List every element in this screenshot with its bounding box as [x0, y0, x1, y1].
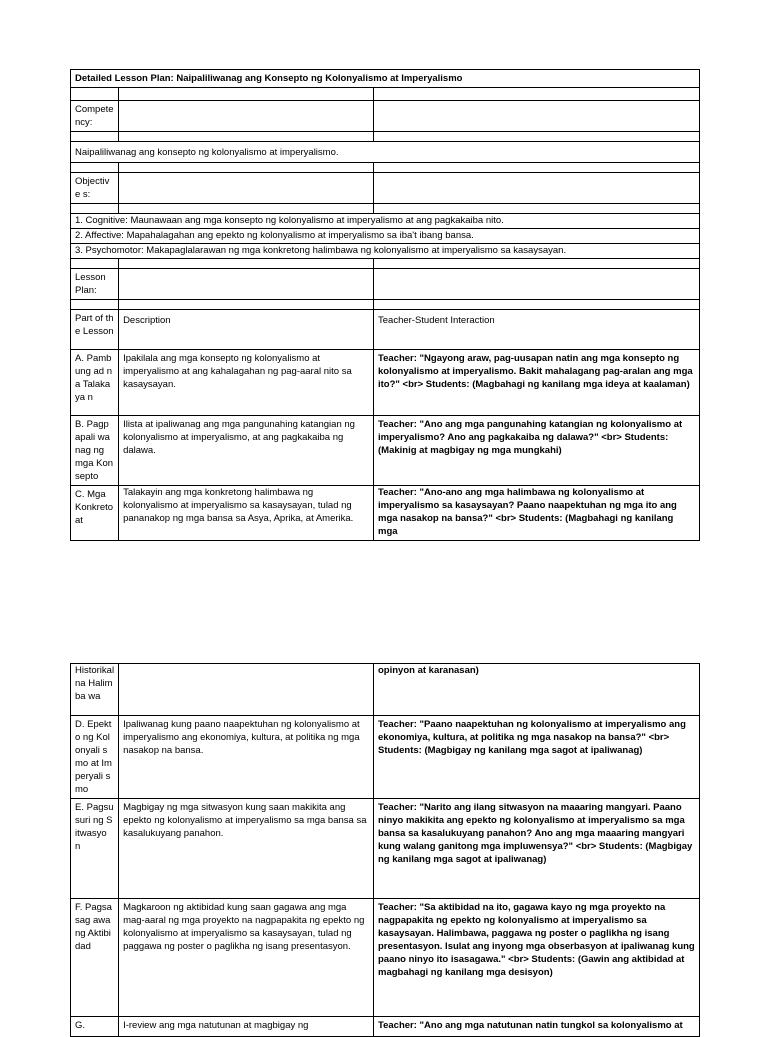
row-part: C. Mga Konkreto at — [71, 486, 119, 541]
table-row — [71, 486, 700, 541]
header-description: Description — [119, 310, 374, 350]
competency-text: Naipaliliwanag ang konsepto ng kolonyalismo at imperyalismo. — [71, 142, 700, 163]
row-part: D. Epekto ng Kolonyali smo at Imperyali smo — [71, 716, 119, 799]
row-interaction: Teacher: "Ano ang mga natutunan natin tungkol sa kolonyalismo at — [374, 1017, 700, 1037]
row-description — [119, 664, 374, 716]
row-interaction: Teacher: "Paano naapektuhan ng kolonyalismo at imperyalismo ang ekonomiya, kultura, at politika ng mga nasakop na bansa?" <br> Students: (Magbigay ng kanilang mga sagot at ipaliwanag) — [374, 716, 700, 799]
objective-psychomotor: 3. Psychomotor: Makapaglalarawan ng mga konkretong halimbawa ng kolonyalismo at imperyalismo sa kasaysayan. — [71, 244, 700, 259]
lesson-plan-label: Lesson Plan: — [71, 269, 119, 300]
row-part: B. Pagpapali wanag ng mga Konsepto — [71, 416, 119, 486]
objective-affective: 2. Affective: Mapahalagahan ang epekto ng kolonyalismo at imperyalismo sa iba't ibang bansa. — [71, 229, 700, 244]
table-row — [71, 350, 700, 416]
objectives-label: Objective s: — [71, 173, 119, 204]
table-row — [71, 1017, 700, 1037]
row-description: Ipakilala ang mga konsepto ng kolonyalismo at imperyalismo at ang kahalagahan ng pag-aaral nito sa kasaysayan. — [119, 350, 374, 416]
row-description: Magkaroon ng aktibidad kung saan gagawa ang mga mag-aaral ng mga proyekto na nagpapakita ng epekto ng kolonyalismo at imperyalismo sa kasaysayan, tulad ng paggawa ng poster o paglikha ng isang presentasyon. — [119, 899, 374, 1017]
row-part: G. — [71, 1017, 119, 1037]
row-description: I-review ang mga natutunan at magbigay ng — [119, 1017, 374, 1037]
header-part-of-lesson: Part of the Lesson — [71, 310, 119, 350]
table-row — [71, 416, 700, 486]
document-title: Detailed Lesson Plan: Naipaliliwanag ang Konsepto ng Kolonyalismo at Imperyalismo — [71, 70, 700, 88]
row-part: E. Pagsusuri ng Sitwasyo n — [71, 799, 119, 899]
row-part: A. Pambung ad na Talakaya n — [71, 350, 119, 416]
row-interaction: Teacher: "Narito ang ilang sitwasyon na maaaring mangyari. Paano ninyo makikita ang epekto ng kolonyalismo at imperyalismo sa mga bansa sa kasalukuyang panahon? Ano ang mga maaaring mangyari kung walang ganitong mga impluwensya?" <br> Students: (Magbigay ng kanilang mga sagot at ipaliwanag) — [374, 799, 700, 899]
competency-label: Compete ncy: — [71, 101, 119, 132]
lesson-plan-table-page-1 — [70, 69, 700, 541]
row-interaction: Teacher: "Ngayong araw, pag-uusapan natin ang mga konsepto ng kolonyalismo at imperyalismo. Bakit mahalagang pag-aralan ang mga ito?" <br> Students: (Magbahagi ng kanilang mga ideya at kaalaman) — [374, 350, 700, 416]
row-interaction: Teacher: "Ano ang mga pangunahing katangian ng kolonyalismo at imperyalismo? Ano ang pagkakaiba ng dalawa?" <br> Students: (Makinig at magbigay ng mga mungkahi) — [374, 416, 700, 486]
table-row — [71, 799, 700, 899]
header-interaction: Teacher-Student Interaction — [374, 310, 700, 350]
objective-cognitive: 1. Cognitive: Maunawaan ang mga konsepto ng kolonyalismo at imperyalismo at ang pagkakaiba nito. — [71, 214, 700, 229]
row-description: Ipaliwanag kung paano naapektuhan ng kolonyalismo at imperyalismo ang ekonomiya, kultura, at politika ng mga nasakop na bansa. — [119, 716, 374, 799]
row-interaction: opinyon at karanasan) — [374, 664, 700, 716]
lesson-plan-table-page-2 — [70, 663, 700, 1037]
table-row — [71, 899, 700, 1017]
row-part: F. Pagsasag awa ng Aktibidad — [71, 899, 119, 1017]
row-interaction: Teacher: "Ano-ano ang mga halimbawa ng kolonyalismo at imperyalismo sa kasaysayan? Paano naapektuhan ng mga ito ang mga nasakop na bansa?" <br> Students: (Magbahagi ng kanilang mga — [374, 486, 700, 541]
row-description: Ilista at ipaliwanag ang mga pangunahing katangian ng kolonyalismo at imperyalismo, at ang pagkakaiba ng dalawa. — [119, 416, 374, 486]
row-part: Historikal na Halimba wa — [71, 664, 119, 716]
row-description: Talakayin ang mga konkretong halimbawa ng kolonyalismo at imperyalismo sa kasaysayan, tulad ng pananakop ng mga bansa sa Asya, Aprika, at Amerika. — [119, 486, 374, 541]
table-row — [71, 716, 700, 799]
row-description: Magbigay ng mga sitwasyon kung saan makikita ang epekto ng kolonyalismo at imperyalismo sa mga bansa sa kasalukuyang panahon. — [119, 799, 374, 899]
table-row — [71, 664, 700, 716]
row-interaction: Teacher: "Sa aktibidad na ito, gagawa kayo ng mga proyekto na nagpapakita ng epekto ng kolonyalismo at imperyalismo sa kasaysayan. Halimbawa, paggawa ng poster o paglikha ng isang presentasyon. Isulat ang inyong mga obserbasyon at ipaliwanag kung paano ninyo ito isasagawa." <br> Students: (Gawin ang aktibidad at magbahagi ng kanilang mga desisyon) — [374, 899, 700, 1017]
